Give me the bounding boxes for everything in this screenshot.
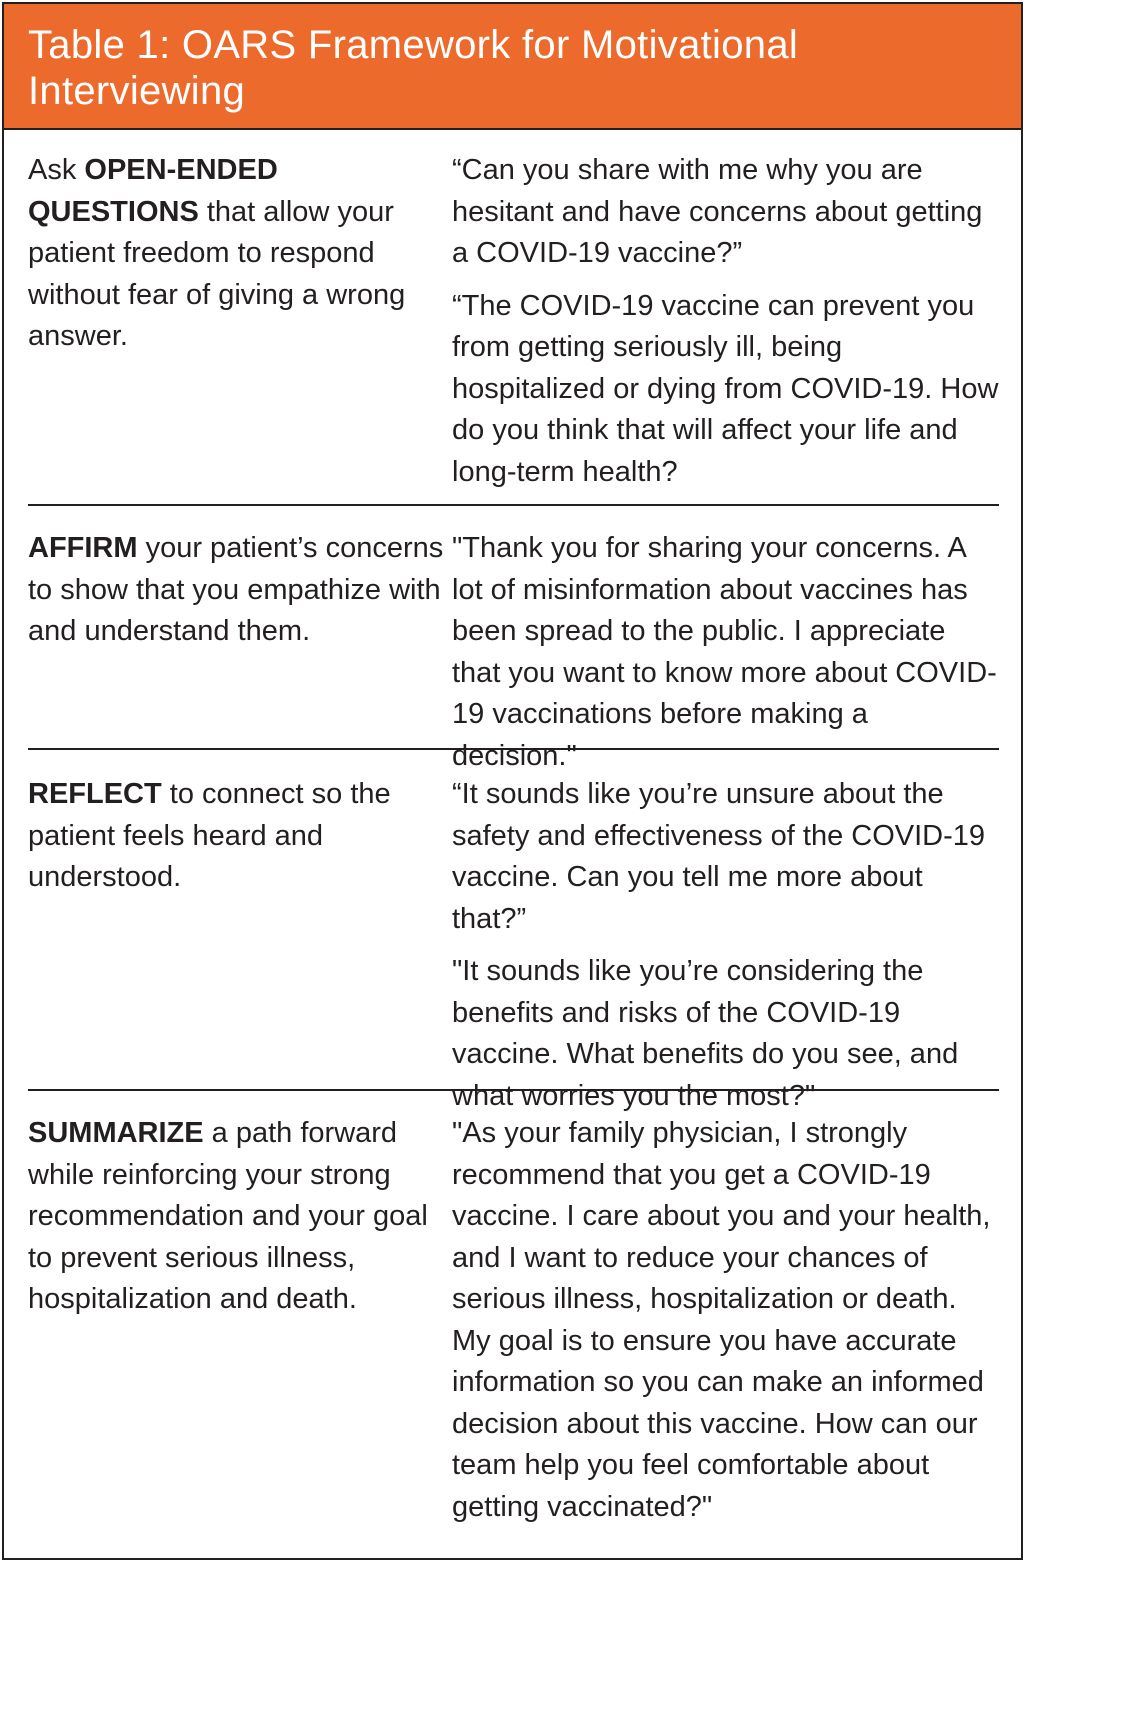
technique-description-text: a path forward while reinforcing your strong recommendation and your goal to prevent serious illness, hospitalization and death. [28,1117,428,1315]
example-quote: “The COVID-19 vaccine can prevent you from getting seriously ill, being hospitalized or dying from COVID-19. How do you think that will affect your life and long-term health? [452,289,999,488]
technique-description [28,528,452,748]
example-quote: "It sounds like you’re considering the benefits and risks of the COVID-19 vaccine. What benefits do you see, and what worries you the most?" [452,955,959,1112]
example-quote: “Can you share with me why you are hesitant and have concerns about getting a COVID-19 vaccine?” [452,154,983,269]
technique-description-text: to connect so the patient feels heard and understood. [28,778,391,893]
technique-keyword: REFLECT [28,778,162,810]
oars-table-frame [2,2,1023,1560]
technique-keyword: OPEN-ENDED QUESTIONS [28,154,278,228]
technique-keyword: AFFIRM [28,532,138,564]
example-statements [452,774,999,1112]
oars-table [4,130,1021,1551]
technique-prefix: Ask [28,154,85,186]
technique-description [28,150,452,504]
example-statements [452,528,999,772]
technique-description [28,774,452,1089]
technique-description-text: your patient’s concerns to show that you empathize with and understand them. [28,532,444,647]
row-affirm [28,506,999,772]
example-quote: “It sounds like you’re unsure about the safety and effectiveness of the COVID-19 vaccine. Can you tell me more about that?” [452,778,986,935]
row-summarize [28,1091,999,1551]
row-open-ended-questions [28,130,999,506]
example-quote: "Thank you for sharing your concerns. A lot of misinformation about vaccines has been spread to the public. I appreciate that you want to know more about COVID-19 vaccinations before making a decision." [452,532,997,772]
technique-description [28,1113,452,1551]
technique-keyword: SUMMARIZE [28,1117,204,1149]
title-bar [4,4,1021,130]
table-title: Table 1: OARS Framework for Motivational Interviewing [28,23,799,113]
example-statements [452,1113,999,1551]
row-reflect [28,750,999,1112]
technique-description-text: that allow your patient freedom to respond without fear of giving a wrong answer. [28,195,406,352]
example-statements [452,150,999,504]
example-quote: "As your family physician, I strongly recommend that you get a COVID-19 vaccine. I care about you and your health, and I want to reduce your chances of serious illness, hospitalization or death. My goal is to ensure you have accurate information so you can make an informed decision about this vaccine. How can our team help you feel comfortable about getting vaccinated?" [452,1117,991,1523]
